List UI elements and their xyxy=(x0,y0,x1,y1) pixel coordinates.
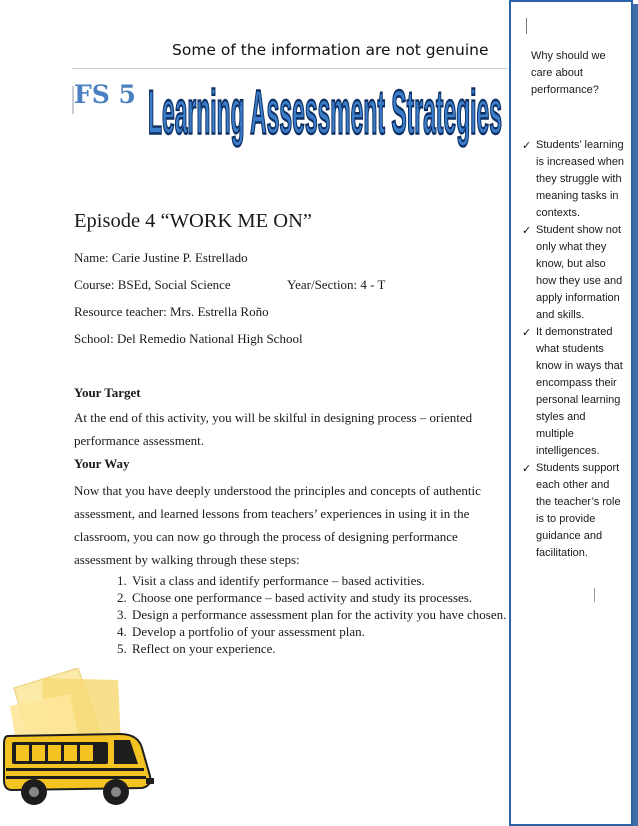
step-item: 2. Choose one performance – based activity and study its processes. xyxy=(130,589,506,606)
sidebar-list-item xyxy=(522,222,626,324)
checkmark-icon: ✓ xyxy=(522,139,532,152)
sidebar-title: Why should we care about performance? xyxy=(531,50,606,96)
sidebar-list-item xyxy=(522,137,626,222)
checkmark-icon: ✓ xyxy=(522,326,532,339)
sidebar-shadow xyxy=(633,4,638,826)
target-text: At the end of this activity, you will be skilful in designing process – oriented performance assessment. xyxy=(74,410,473,448)
sidebar-list-item xyxy=(522,324,626,460)
school: School: Del Remedio National High School xyxy=(74,331,303,346)
target-heading: Your Target xyxy=(74,385,141,400)
year-section: Year/Section: 4 - T xyxy=(287,277,386,292)
step-item: 1. Visit a class and identify performance – based activities. xyxy=(130,572,506,589)
step-item: 3. Design a performance assessment plan for the activity you have chosen. xyxy=(130,606,506,623)
bus-icon xyxy=(4,734,154,805)
sidebar-item-text: Students support each other and the teacher’s role is to provide guidance and facilitation. xyxy=(536,462,621,559)
checkmark-icon: ✓ xyxy=(522,224,532,237)
checkmark-icon: ✓ xyxy=(522,462,532,475)
resource-teacher: Resource teacher: Mrs. Estrella Roño xyxy=(74,304,269,319)
episode-title: Episode 4 “WORK ME ON” xyxy=(74,210,312,232)
student-course: Course: BSEd, Social Science xyxy=(74,277,231,292)
way-text: Now that you have deeply understood the principles and concepts of authentic assessment, and learned lessons from teachers’ experiences in using it in the classroom, you can now go through the process of designing performance assessment by walking through these steps: xyxy=(74,483,481,567)
steps-list xyxy=(110,572,506,657)
student-name: Name: Carie Justine P. Estrellado xyxy=(74,250,248,265)
text-cursor-mark xyxy=(526,18,527,34)
school-bus-illustration xyxy=(0,668,175,826)
text-cursor-mark xyxy=(594,588,595,602)
step-item: 5. Reflect on your experience. xyxy=(130,640,506,657)
banner-title-text: Learning Assessment Strategies xyxy=(148,78,502,148)
sidebar-item-text: Student show not only what they know, but also how they use and apply information and skills. xyxy=(536,224,623,321)
sidebar-list-item xyxy=(522,460,626,562)
way-heading: Your Way xyxy=(74,456,130,471)
sidebar-item-text: It demonstrated what students know in ways that encompass their personal learning styles and multiple intelligences. xyxy=(536,326,623,457)
disclaimer-notice: Some of the information are not genuine xyxy=(172,41,489,59)
step-item: 4. Develop a portfolio of your assessment plan. xyxy=(130,623,506,640)
sidebar-list xyxy=(522,137,626,562)
banner-title xyxy=(146,56,506,166)
course-code: FS 5 xyxy=(74,80,136,109)
sidebar-item-text: Students’ learning is increased when they struggle with meaning tasks in contexts. xyxy=(536,139,625,219)
